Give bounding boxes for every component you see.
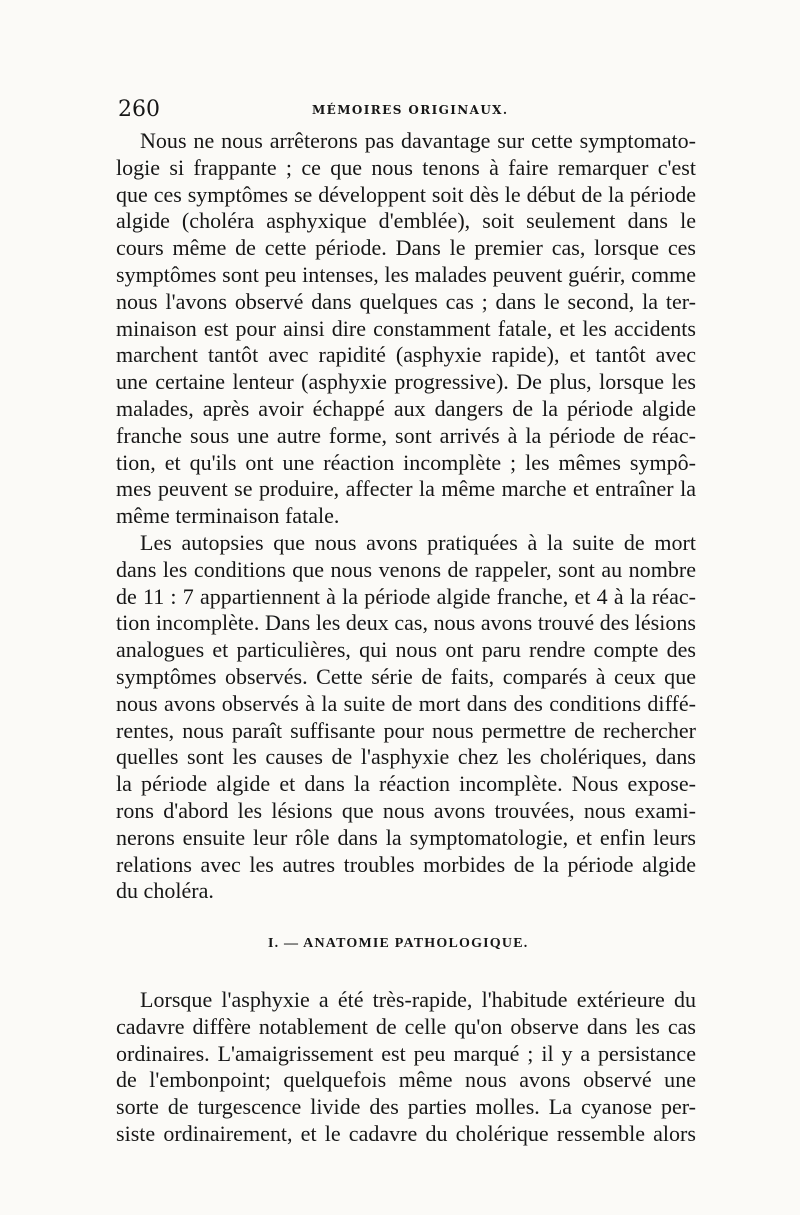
text-line: symptômes sont peu intenses, les malades peuvent guérir, comme bbox=[116, 261, 696, 287]
text-line: nous avons observés à la suite de mort dans des conditions diffé- bbox=[116, 690, 696, 716]
section-heading: I. — ANATOMIE PATHOLOGIQUE. bbox=[268, 936, 529, 951]
text-line: Lorsque l'asphyxie a été très-rapide, l'habitude extérieure du bbox=[140, 987, 696, 1012]
text-line: cours même de cette période. Dans le premier cas, lorsque ces bbox=[116, 235, 696, 261]
text-line: une certaine lenteur (asphyxie progressive). De plus, lorsque les bbox=[116, 369, 696, 395]
text-line: du choléra. bbox=[116, 878, 214, 904]
text-line: mes peuvent se produire, affecter la même marche et entraîner la bbox=[116, 476, 696, 502]
text-line: quelles sont les causes de l'asphyxie chez les cholériques, dans bbox=[116, 744, 696, 770]
text-line: franche sous une autre forme, sont arrivés à la période de réac- bbox=[116, 422, 696, 448]
text-line: de l'embonpoint; quelquefois même nous avons observé une bbox=[116, 1067, 696, 1093]
paragraph-1 bbox=[116, 128, 696, 530]
text-line: cadavre diffère notablement de celle qu'on observe dans les cas bbox=[116, 1013, 696, 1039]
text-line: même terminaison fatale. bbox=[116, 503, 340, 529]
text-line: rons d'abord les lésions que nous avons trouvées, nous exami- bbox=[116, 797, 696, 823]
text-line: sorte de turgescence livide des parties molles. La cyanose per- bbox=[116, 1094, 696, 1120]
text-line: de 11 : 7 appartiennent à la période algide franche, et 4 à la réac- bbox=[116, 583, 696, 609]
text-line: Les autopsies que nous avons pratiquées à la suite de mort bbox=[140, 530, 696, 555]
text-line: nous l'avons observé dans quelques cas ; dans le second, la ter- bbox=[116, 288, 696, 314]
text-line: malades, après avoir échappé aux dangers de la période algide bbox=[116, 395, 696, 421]
text-line: tion incomplète. Dans les deux cas, nous avons trouvé des lésions bbox=[116, 610, 696, 636]
text-line: algide (choléra asphyxique d'emblée), soit seulement dans le bbox=[116, 208, 696, 234]
running-head-title: MÉMOIRES ORIGINAUX. bbox=[312, 103, 509, 117]
running-head bbox=[118, 98, 696, 122]
page-number: 260 bbox=[118, 97, 160, 122]
text-line: siste ordinairement, et le cadavre du cholérique ressemble alors bbox=[116, 1120, 696, 1146]
text-line: symptômes observés. Cette série de faits, comparés à ceux que bbox=[116, 663, 696, 689]
text-line: relations avec les autres troubles morbides de la période algide bbox=[116, 851, 696, 877]
paragraph-3 bbox=[116, 987, 696, 1148]
text-line: ordinaires. L'amaigrissement est peu marqué ; il y a persistance bbox=[116, 1040, 696, 1066]
text-line: la période algide et dans la réaction incomplète. Nous expose- bbox=[116, 771, 696, 797]
text-line: marchent tantôt avec rapidité (asphyxie rapide), et tantôt avec bbox=[116, 342, 696, 368]
text-line: rentes, nous paraît suffisante pour nous permettre de rechercher bbox=[116, 717, 696, 743]
text-line: analogues et particulières, qui nous ont paru rendre compte des bbox=[116, 637, 696, 663]
text-line: dans les conditions que nous venons de rappeler, sont au nombre bbox=[116, 556, 696, 582]
text-line: que ces symptômes se développent soit dès le début de la période bbox=[116, 181, 696, 207]
text-line: nerons ensuite leur rôle dans la symptomatologie, et enfin leurs bbox=[116, 824, 696, 850]
text-line: tion, et qu'ils ont une réaction incomplète ; les mêmes sympô- bbox=[116, 449, 696, 475]
text-line: logie si frappante ; ce que nous tenons à faire remarquer c'est bbox=[116, 154, 696, 180]
text-line: minaison est pour ainsi dire constamment fatale, et les accidents bbox=[116, 315, 696, 341]
text-line: Nous ne nous arrêterons pas davantage sur cette symptomato- bbox=[140, 128, 696, 153]
paragraph-2 bbox=[116, 530, 696, 905]
